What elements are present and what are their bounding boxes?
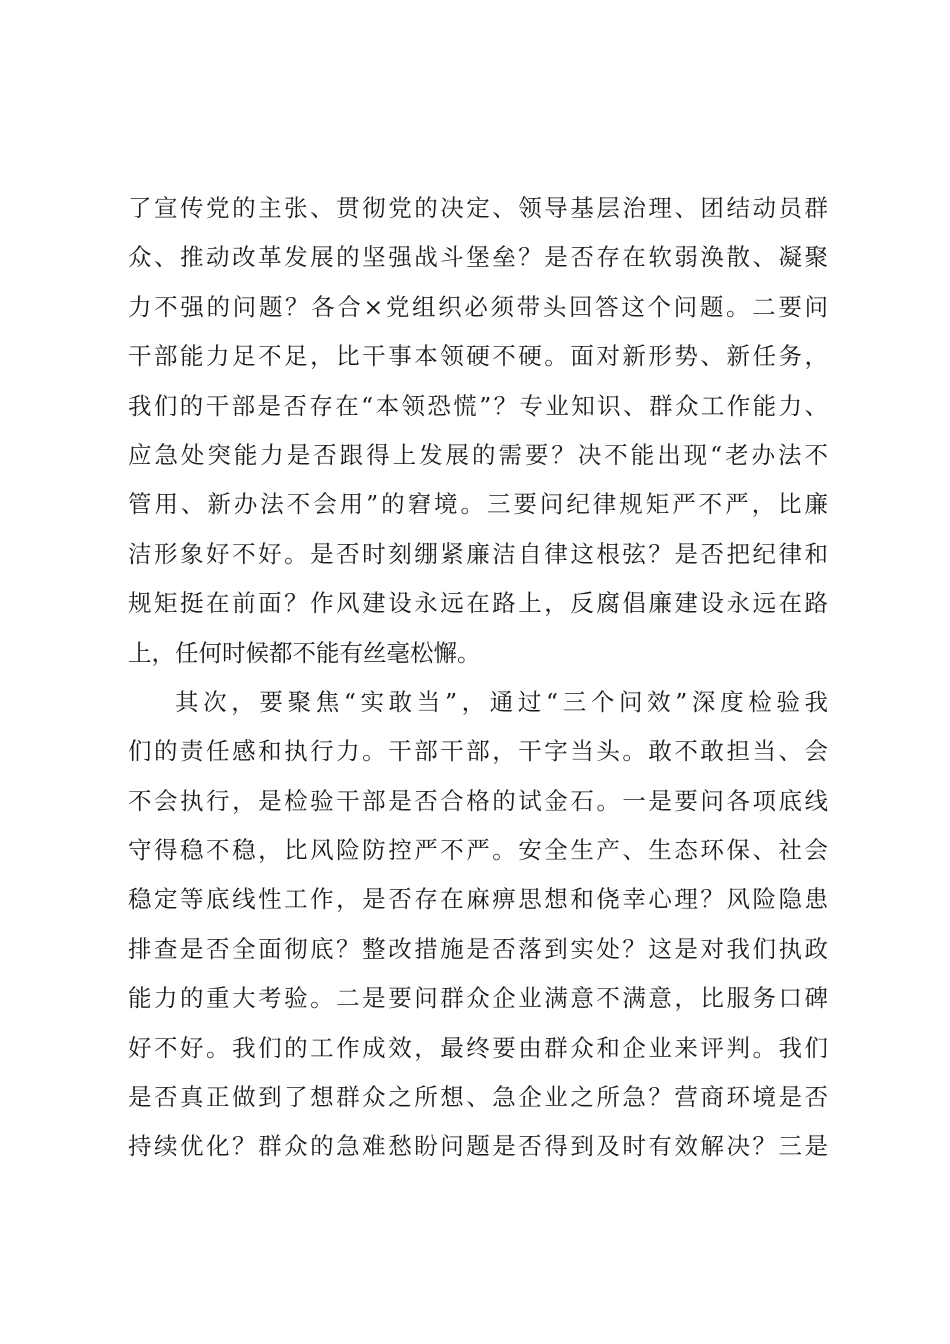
text-line: 了宣传党的主张、贯彻党的决定、领导基层治理、团结动员群: [128, 194, 828, 222]
text-line: 众、推动改革发展的坚强战斗堡垒？是否存在软弱涣散、凝聚: [128, 243, 828, 272]
text-line: 不会执行，是检验干部是否合格的试金石。一是要问各项底线: [128, 786, 828, 815]
text-line: 规矩挺在前面？作风建设永远在路上，反腐倡廉建设永远在路: [128, 589, 828, 618]
text-line: 上，任何时候都不能有丝毫松懈。: [128, 638, 481, 667]
text-line: 力不强的问题？各合×党组织必须带头回答这个问题。二要问: [128, 292, 828, 321]
paragraph-first-line: 其次，要聚焦“实敢当”，通过“三个问效”深度检验我: [175, 687, 828, 716]
text-line: 守得稳不稳，比风险防控严不严。安全生产、生态环保、社会: [128, 836, 828, 865]
text-line: 好不好。我们的工作成效，最终要由群众和企业来评判。我们: [128, 1033, 828, 1062]
text-line: 洁形象好不好。是否时刻绷紧廉洁自律这根弦？是否把纪律和: [128, 539, 828, 568]
text-line: 能力的重大考验。二是要问群众企业满意不满意，比服务口碑: [128, 984, 828, 1013]
text-line: 应急处突能力是否跟得上发展的需要？决不能出现“老办法不: [128, 440, 828, 469]
text-line: 管用、新办法不会用”的窘境。三要问纪律规矩严不严，比廉: [128, 490, 828, 519]
text-line: 我们的干部是否存在“本领恐慌”？专业知识、群众工作能力、: [128, 391, 828, 420]
text-line: 们的责任感和执行力。干部干部，干字当头。敢不敢担当、会: [128, 737, 828, 766]
body-text: [128, 184, 828, 1172]
text-line: 是否真正做到了想群众之所想、急企业之所急？营商环境是否: [128, 1083, 828, 1112]
text-line: 持续优化？群众的急难愁盼问题是否得到及时有效解决？三是: [128, 1132, 828, 1161]
text-line: 干部能力足不足，比干事本领硬不硬。面对新形势、新任务，: [128, 342, 828, 371]
text-line: 稳定等底线性工作，是否存在麻痹思想和侥幸心理？风险隐患: [128, 885, 828, 914]
text-line: 排查是否全面彻底？整改措施是否落到实处？这是对我们执政: [128, 934, 828, 963]
